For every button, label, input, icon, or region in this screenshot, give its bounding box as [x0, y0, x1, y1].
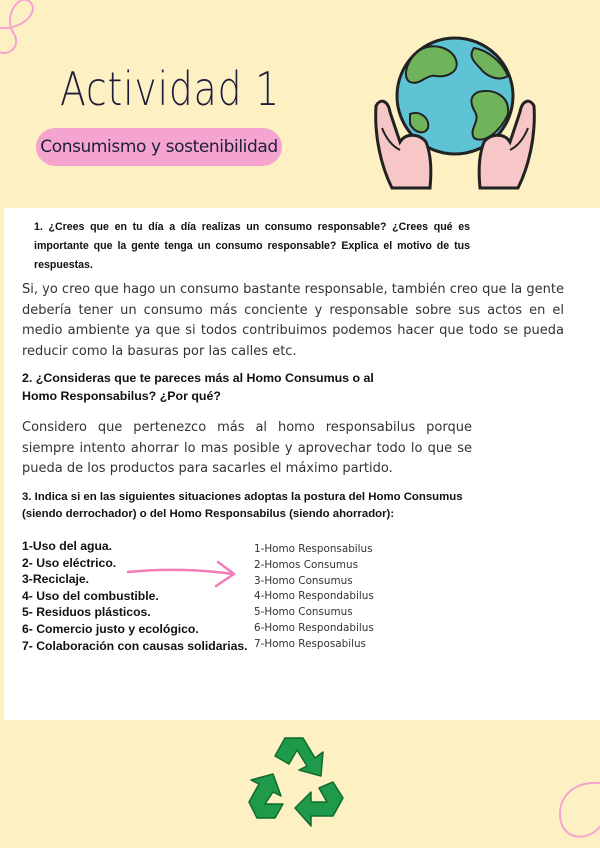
subtitle-badge [36, 128, 282, 166]
list-item: 6-Homo Respondabilus [254, 621, 374, 634]
question-3 [22, 489, 522, 523]
globe-hands-icon [370, 28, 540, 193]
question-3-line-1: 3. Indica si en las siguientes situaciones adoptas la postura del Homo Consumus [22, 491, 463, 503]
scribble-top-left [0, 0, 70, 70]
page-title: Actividad 1 [60, 62, 280, 116]
list-item: 7-Homo Resposabilus [254, 637, 366, 650]
list-item: 5- Residuos plásticos. [22, 605, 151, 620]
list-item: 1-Uso del agua. [22, 539, 113, 553]
list-item: 3-Homo Consumus [254, 574, 353, 587]
recycle-icon [245, 730, 355, 830]
question-1: 1. ¿Crees que en tu día a día realizas un consumo responsable? ¿Crees qué es importante que la gente tenga un consumo responsable? Explica el motivo de tus respuestas. [34, 221, 470, 271]
situations-list [22, 538, 248, 654]
list-item: 4-Homo Respondabilus [254, 590, 374, 603]
question-2-line-2: Homo Responsabilus? ¿Por qué? [22, 388, 221, 403]
list-item: 4- Uso del combustible. [22, 588, 159, 603]
list-item: 2- Uso eléctrico. [22, 555, 117, 570]
list-item: 1-Homo Responsabilus [254, 543, 373, 555]
question-3-line-2: (siendo derrochador) o del Homo Responsabilus (siendo ahorrador): [22, 508, 395, 520]
list-item: 3-Reciclaje. [22, 572, 90, 587]
answer-2: Considero que pertenezco más al homo responsabilus porque siempre intento ahorrar lo mas posible y aprovechar todo lo que se pueda de los productos para sacarles el máximo partido. [22, 420, 472, 476]
subtitle-text: Consumismo y sostenibilidad [40, 137, 278, 157]
answers-list [254, 542, 374, 653]
list-item: 6- Comercio justo y ecológico. [22, 621, 199, 636]
list-item: 7- Colaboración con causas solidarias. [22, 638, 248, 653]
list-item: 5-Homo Consumus [254, 606, 353, 619]
worksheet-panel [4, 208, 600, 720]
scribble-bottom-right [545, 778, 600, 848]
arrow-right-icon [126, 558, 238, 592]
question-2 [22, 370, 442, 405]
question-2-line-1: 2. ¿Consideras que te pareces más al Homo Consumus o al [22, 371, 374, 385]
answer-1: Si, yo creo que hago un consumo bastante responsable, también creo que la gente debería tener un consumo más conciente y responsable sobre sus actos en el medio ambiente ya que si todos contribuimos podemos hacer que todo se pueda reducir como la basuras por las calles etc. [22, 282, 564, 359]
list-item: 2-Homos Consumus [254, 558, 359, 571]
